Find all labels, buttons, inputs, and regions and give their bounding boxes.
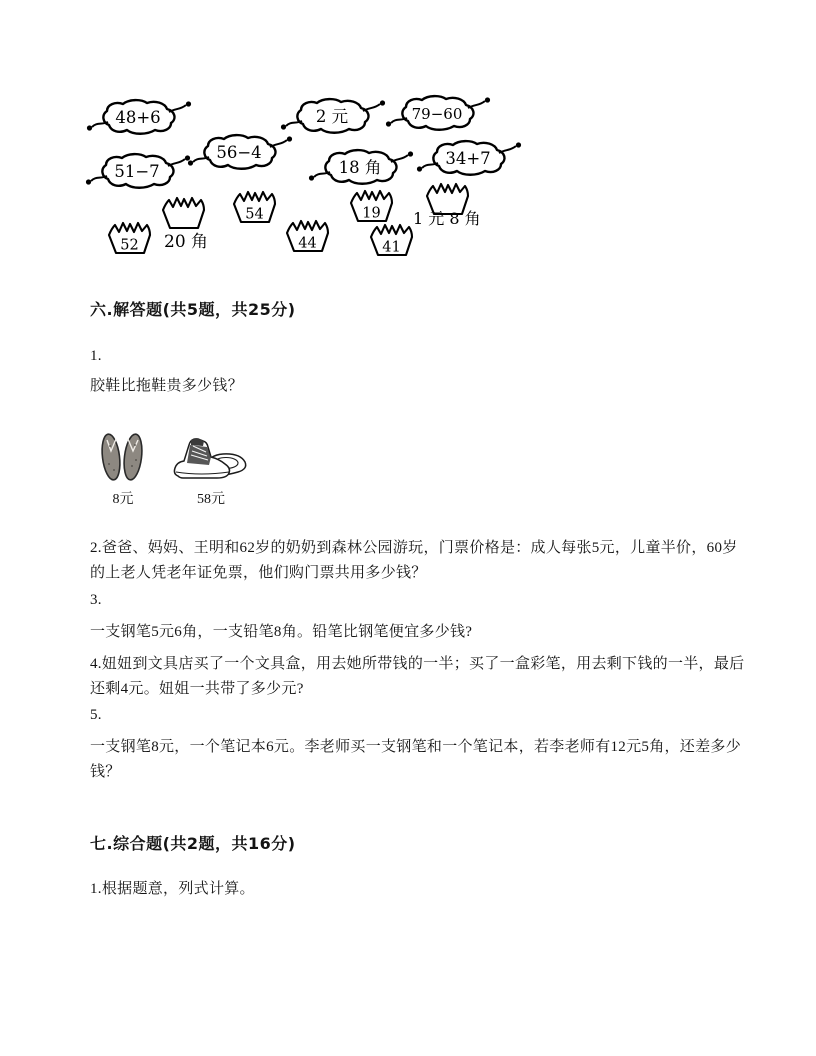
section-seven-q1-text: 1.根据题意，列式计算。 bbox=[90, 881, 255, 897]
expression-bug bbox=[281, 99, 385, 133]
expression-bug-label: 18 角 bbox=[338, 158, 382, 177]
answer-tuft-label: 54 bbox=[245, 206, 264, 223]
expression-bug bbox=[86, 154, 190, 188]
question-3-number: 3. bbox=[90, 592, 102, 608]
expression-bug-label: 79−60 bbox=[411, 105, 463, 123]
section-seven-title: 七.综合题(共2题，共16分) bbox=[90, 834, 296, 853]
answer-tuft-label: 19 bbox=[362, 205, 381, 222]
expression-bug bbox=[309, 150, 413, 184]
expression-bug-label: 51−7 bbox=[114, 162, 160, 181]
expression-bug bbox=[386, 96, 490, 130]
answer-tuft-label: 44 bbox=[298, 235, 317, 252]
question-5-text: 一支钢笔8元，一个笔记本6元。李老师买一支钢笔和一个笔记本，若李老师有12元5角，还差多少钱？ bbox=[90, 739, 742, 780]
question-1-illustration bbox=[95, 430, 251, 508]
question-5-number: 5. bbox=[90, 707, 102, 723]
expression-bug bbox=[417, 141, 521, 175]
section-six-title: 六.解答题(共5题，共25分) bbox=[90, 300, 296, 319]
answer-tuft bbox=[234, 192, 275, 223]
slippers-price: 8元 bbox=[112, 492, 134, 507]
answer-tuft bbox=[371, 225, 412, 256]
expression-bug bbox=[87, 100, 191, 134]
answer-tuft bbox=[109, 223, 150, 254]
question-3-text: 一支钢笔5元6角，一支铅笔8角。铅笔比钢笔便宜多少钱? bbox=[90, 624, 473, 640]
boots-image bbox=[171, 432, 251, 484]
answer-tuft-label: 41 bbox=[382, 239, 401, 256]
matching-diagram bbox=[0, 0, 600, 275]
answer-tuft bbox=[351, 191, 392, 222]
answer-tuft-label: 52 bbox=[120, 237, 139, 254]
expression-bug-label: 34+7 bbox=[445, 149, 491, 168]
answer-tuft bbox=[287, 221, 328, 252]
expression-bug-label: 2 元 bbox=[315, 107, 349, 126]
question-4-text: 4.妞妞到文具店买了一个文具盒，用去她所带钱的一半；买了一盒彩笔，用去剩下钱的一半，最后还剩4元。妞姐一共带了多少元? bbox=[90, 656, 745, 697]
expression-bug bbox=[188, 135, 292, 169]
tuft-caption: 20 角 bbox=[164, 232, 209, 252]
boots-price: 58元 bbox=[197, 492, 225, 507]
expression-bug-label: 56−4 bbox=[216, 143, 262, 162]
slippers-image bbox=[95, 430, 151, 484]
question-1-text: 胶鞋比拖鞋贵多少钱？ bbox=[90, 378, 244, 394]
answer-tuft bbox=[163, 198, 204, 228]
slippers-figure bbox=[95, 430, 151, 508]
tuft-caption: 1 元 8 角 bbox=[413, 209, 481, 228]
question-2-text: 2.爸爸、妈妈、王明和62岁的奶奶到森林公园游玩，门票价格是：成人每张5元，儿童半价，60岁的上老人凭老年证免票，他们购门票共用多少钱？ bbox=[90, 540, 738, 581]
question-1-number: 1. bbox=[90, 348, 102, 364]
boots-figure bbox=[171, 432, 251, 508]
expression-bug-label: 48+6 bbox=[115, 108, 161, 127]
